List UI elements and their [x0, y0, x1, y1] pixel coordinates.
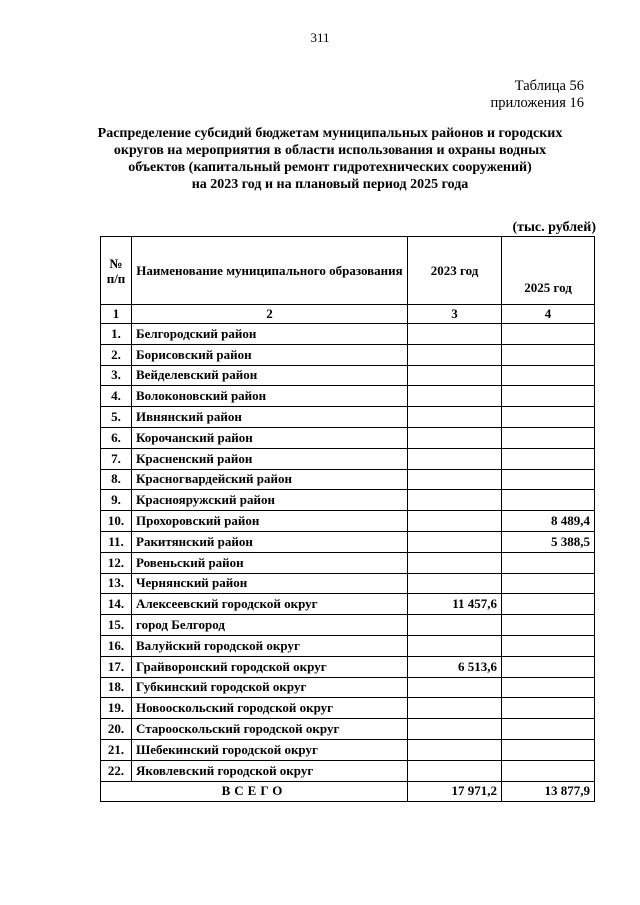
table-caption [491, 78, 584, 112]
row-number: 2. [101, 344, 132, 365]
table-row [101, 656, 595, 677]
table-row [101, 594, 595, 615]
header-number: № п/п [101, 237, 132, 305]
row-number: 7. [101, 448, 132, 469]
row-name: Борисовский район [132, 344, 408, 365]
table-row [101, 635, 595, 656]
row-number: 22. [101, 760, 132, 781]
table-header-row [101, 237, 595, 305]
table-row [101, 719, 595, 740]
table-row [101, 490, 595, 511]
row-number: 3. [101, 365, 132, 386]
row-value-2023 [408, 490, 502, 511]
row-name: город Белгород [132, 615, 408, 636]
row-number: 16. [101, 635, 132, 656]
row-value-2023 [408, 719, 502, 740]
row-value-2025 [502, 573, 595, 594]
row-name: Корочанский район [132, 427, 408, 448]
total-2023: 17 971,2 [408, 781, 502, 801]
row-value-2023 [408, 511, 502, 532]
row-value-2025 [502, 698, 595, 719]
row-value-2025 [502, 760, 595, 781]
row-value-2023 [408, 448, 502, 469]
table-body [101, 324, 595, 782]
row-name: Красненский район [132, 448, 408, 469]
row-value-2025 [502, 344, 595, 365]
row-name: Яковлевский городской округ [132, 760, 408, 781]
row-number: 1. [101, 324, 132, 345]
row-value-2025 [502, 365, 595, 386]
document-title-line2: округов на мероприятия в области использования и охраны водных [113, 143, 547, 158]
table-row [101, 344, 595, 365]
row-name: Краснояружский район [132, 490, 408, 511]
row-number: 20. [101, 719, 132, 740]
document-title [60, 125, 600, 193]
row-name: Ракитянский район [132, 531, 408, 552]
row-name: Валуйский городской округ [132, 635, 408, 656]
total-row [101, 781, 595, 801]
table-row [101, 698, 595, 719]
table-row [101, 469, 595, 490]
table-row [101, 511, 595, 532]
row-value-2025 [502, 427, 595, 448]
column-index-row [101, 305, 595, 324]
row-value-2025: 8 489,4 [502, 511, 595, 532]
table-row [101, 552, 595, 573]
header-name: Наименование муниципального образования [132, 237, 408, 305]
document-title-line1: Распределение субсидий бюджетам муниципальных районов и городских [97, 126, 563, 141]
units-label: (тыс. рублей) [512, 220, 596, 235]
row-name: Старооскольский городской округ [132, 719, 408, 740]
row-value-2023 [408, 615, 502, 636]
row-number: 10. [101, 511, 132, 532]
table-row [101, 365, 595, 386]
row-number: 19. [101, 698, 132, 719]
row-name: Алексеевский городской округ [132, 594, 408, 615]
column-index-3: 3 [408, 305, 502, 324]
row-name: Волоконовский район [132, 386, 408, 407]
row-value-2023 [408, 698, 502, 719]
row-number: 8. [101, 469, 132, 490]
row-value-2025 [502, 615, 595, 636]
row-number: 15. [101, 615, 132, 636]
row-number: 21. [101, 739, 132, 760]
row-value-2023 [408, 531, 502, 552]
row-name: Красногвардейский район [132, 469, 408, 490]
row-value-2023 [408, 344, 502, 365]
row-value-2025: 5 388,5 [502, 531, 595, 552]
row-number: 5. [101, 407, 132, 428]
table-row [101, 573, 595, 594]
table-row [101, 324, 595, 345]
row-name: Вейделевский район [132, 365, 408, 386]
page-number: 311 [310, 30, 330, 45]
row-value-2023 [408, 469, 502, 490]
table-row [101, 386, 595, 407]
row-number: 9. [101, 490, 132, 511]
row-value-2023 [408, 760, 502, 781]
row-value-2025 [502, 324, 595, 345]
table-row [101, 407, 595, 428]
row-value-2025 [502, 386, 595, 407]
row-value-2023 [408, 427, 502, 448]
table-row [101, 427, 595, 448]
header-year-2025: 2025 год [502, 237, 595, 305]
row-value-2023 [408, 677, 502, 698]
row-name: Новооскольский городской округ [132, 698, 408, 719]
column-index-1: 1 [101, 305, 132, 324]
row-value-2023 [408, 635, 502, 656]
row-number: 13. [101, 573, 132, 594]
table-row [101, 448, 595, 469]
row-value-2025 [502, 448, 595, 469]
row-value-2023 [408, 324, 502, 345]
row-number: 4. [101, 386, 132, 407]
column-index-4: 4 [502, 305, 595, 324]
row-value-2023: 11 457,6 [408, 594, 502, 615]
row-value-2023 [408, 407, 502, 428]
row-value-2025 [502, 635, 595, 656]
row-value-2025 [502, 552, 595, 573]
row-number: 12. [101, 552, 132, 573]
row-value-2025 [502, 469, 595, 490]
row-name: Ивнянский район [132, 407, 408, 428]
table-caption-line2: приложения 16 [490, 95, 584, 111]
row-number: 17. [101, 656, 132, 677]
row-value-2025 [502, 719, 595, 740]
row-value-2025 [502, 739, 595, 760]
column-index-2: 2 [132, 305, 408, 324]
row-number: 18. [101, 677, 132, 698]
row-value-2023 [408, 365, 502, 386]
row-value-2023: 6 513,6 [408, 656, 502, 677]
row-value-2023 [408, 739, 502, 760]
row-value-2023 [408, 386, 502, 407]
row-value-2025 [502, 656, 595, 677]
table-row [101, 531, 595, 552]
row-value-2025 [502, 594, 595, 615]
table-row [101, 739, 595, 760]
row-value-2025 [502, 677, 595, 698]
row-name: Грайворонский городской округ [132, 656, 408, 677]
row-name: Прохоровский район [132, 511, 408, 532]
row-name: Шебекинский городской округ [132, 739, 408, 760]
subsidies-table [100, 236, 595, 802]
document-title-line4: на 2023 год и на плановый период 2025 года [191, 177, 469, 192]
row-number: 6. [101, 427, 132, 448]
table-row [101, 615, 595, 636]
row-name: Ровеньский район [132, 552, 408, 573]
row-value-2023 [408, 552, 502, 573]
row-number: 14. [101, 594, 132, 615]
row-value-2023 [408, 573, 502, 594]
table-caption-line1: Таблица 56 [514, 78, 584, 94]
document-title-line3: объектов (капитальный ремонт гидротехнических сооружений) [128, 160, 532, 175]
row-name: Чернянский район [132, 573, 408, 594]
row-value-2025 [502, 407, 595, 428]
row-name: Губкинский городской округ [132, 677, 408, 698]
row-value-2025 [502, 490, 595, 511]
table-row [101, 760, 595, 781]
total-label: ВСЕГО [101, 781, 408, 801]
row-number: 11. [101, 531, 132, 552]
table-row [101, 677, 595, 698]
header-year-2023: 2023 год [408, 237, 502, 305]
total-2025: 13 877,9 [502, 781, 595, 801]
row-name: Белгородский район [132, 324, 408, 345]
